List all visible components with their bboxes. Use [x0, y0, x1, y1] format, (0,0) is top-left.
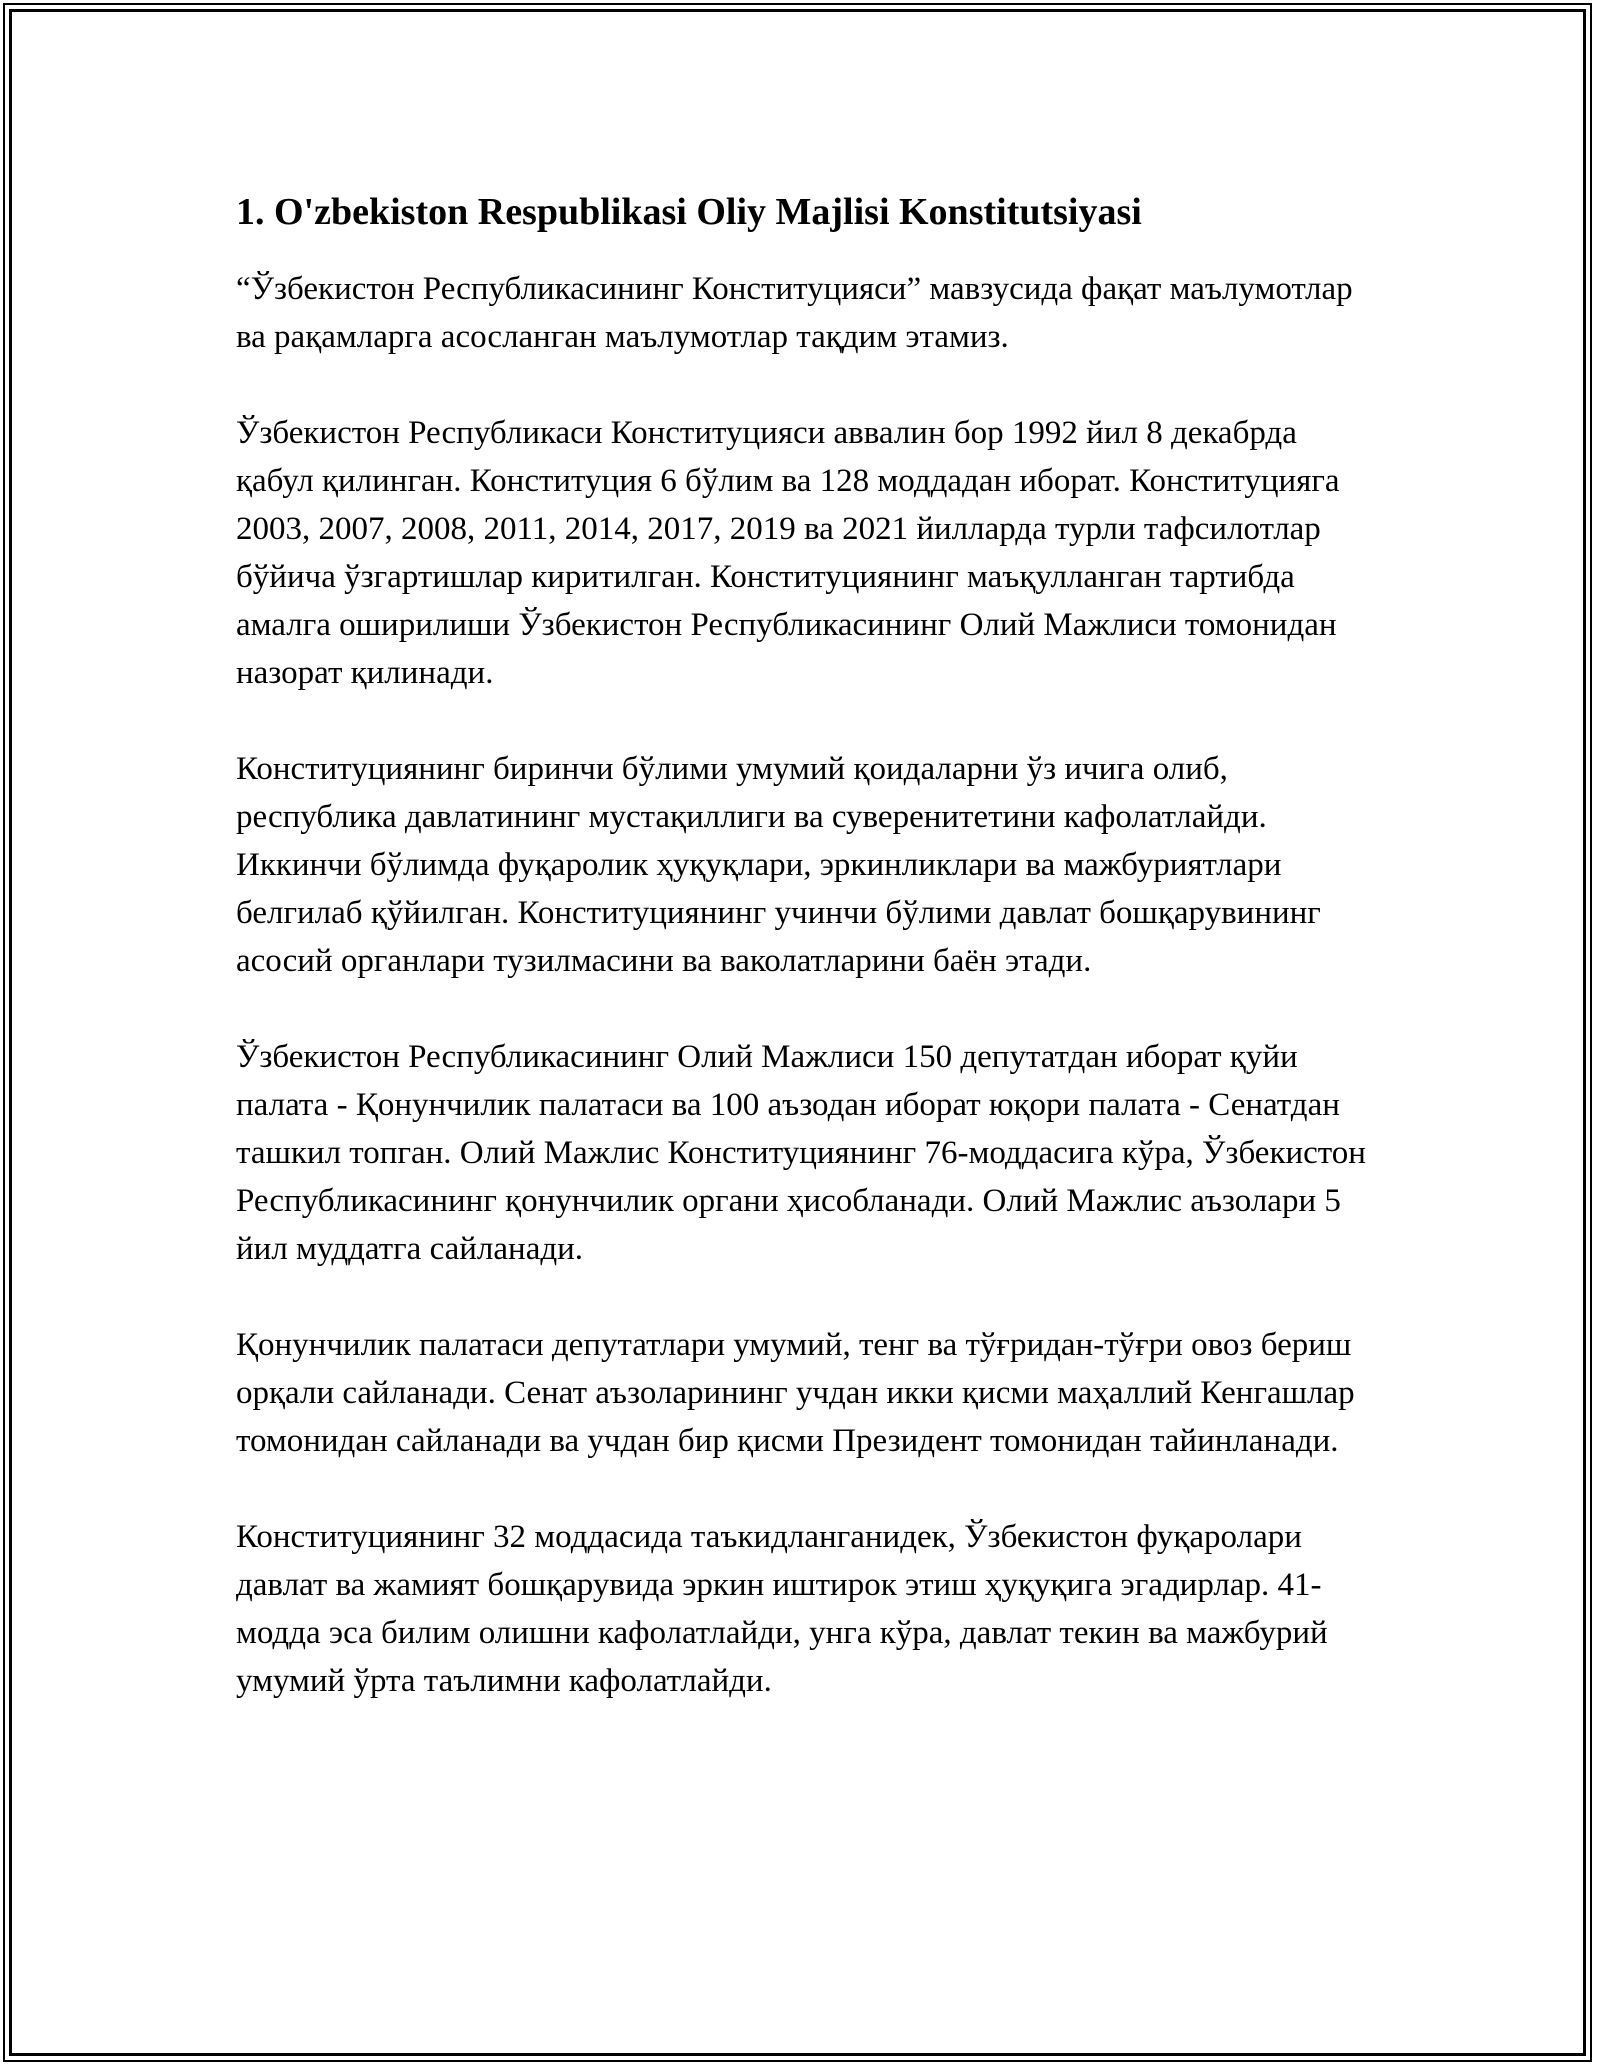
document-body [236, 186, 1366, 1753]
paragraph-citizen-rights: Конституциянинг 32 моддасида таъкидланганидек, Ўзбекистон фуқаролари давлат ва жамият бошқарувида эркин иштирок этиш ҳуқуқига эгадирлар. 41-модда эса билим олишни кафолатлайди, унга кўра, давлат текин ва мажбурий умумий ўрта таълимни кафолатлайди. [236, 1519, 1328, 1699]
paragraph-elections: Қонунчилик палатаси депутатлари умумий, тенг ва тўғридан-тўғри овоз бериш орқали сайланади. Сенат аъзоларининг учдан икки қисми маҳаллий Кенгашлар томонидан сайланади ва учдан бир қисми Президент томонидан тайинланади. [236, 1327, 1355, 1459]
document-title: 1. O'zbekiston Respublikasi Oliy Majlisi Konstitutsiyasi [236, 191, 1142, 233]
paragraph-constitution-sections: Конституциянинг биринчи бўлими умумий қоидаларни ўз ичига олиб, республика давлатининг мустақиллиги ва суверенитетини кафолатлайди. Иккинчи бўлимда фуқаролик ҳуқуқлари, эркинликлари ва мажбуриятлари белгилаб қўйилган. Конституциянинг учинчи бўлими давлат бошқарувининг асосий органлари тузилмасини ва ваколатларини баён этади. [236, 751, 1321, 979]
paragraph-intro: “Ўзбекистон Республикасининг Конституцияси” мавзусида фақат маълумотлар ва рақамларга асосланган маълумотлар тақдим этамиз. [236, 271, 1353, 355]
paragraph-oliy-majlis: Ўзбекистон Республикасининг Олий Мажлиси 150 депутатдан иборат қуйи палата - Қонунчилик палатаси ва 100 аъзодан иборат юқори палата - Сенатдан ташкил топган. Олий Мажлис Конституциянинг 76-моддасига кўра, Ўзбекистон Республикасининг қонунчилик органи ҳисобланади. Олий Мажлис аъзолари 5 йил муддатга сайланади. [236, 1039, 1366, 1267]
paragraph-constitution-history: Ўзбекистон Республикаси Конституцияси аввалин бор 1992 йил 8 декабрда қабул қилинган. Конституция 6 бўлим ва 128 моддадан иборат. Конституцияга 2003, 2007, 2008, 2011, 2014, 2017, 2019 ва 2021 йилларда турли тафсилотлар бўйича ўзгартишлар киритилган. Конституциянинг маъқулланган тартибда амалга оширилиши Ўзбекистон Республикасининг Олий Мажлиси томонидан назорат қилинади. [236, 415, 1340, 691]
